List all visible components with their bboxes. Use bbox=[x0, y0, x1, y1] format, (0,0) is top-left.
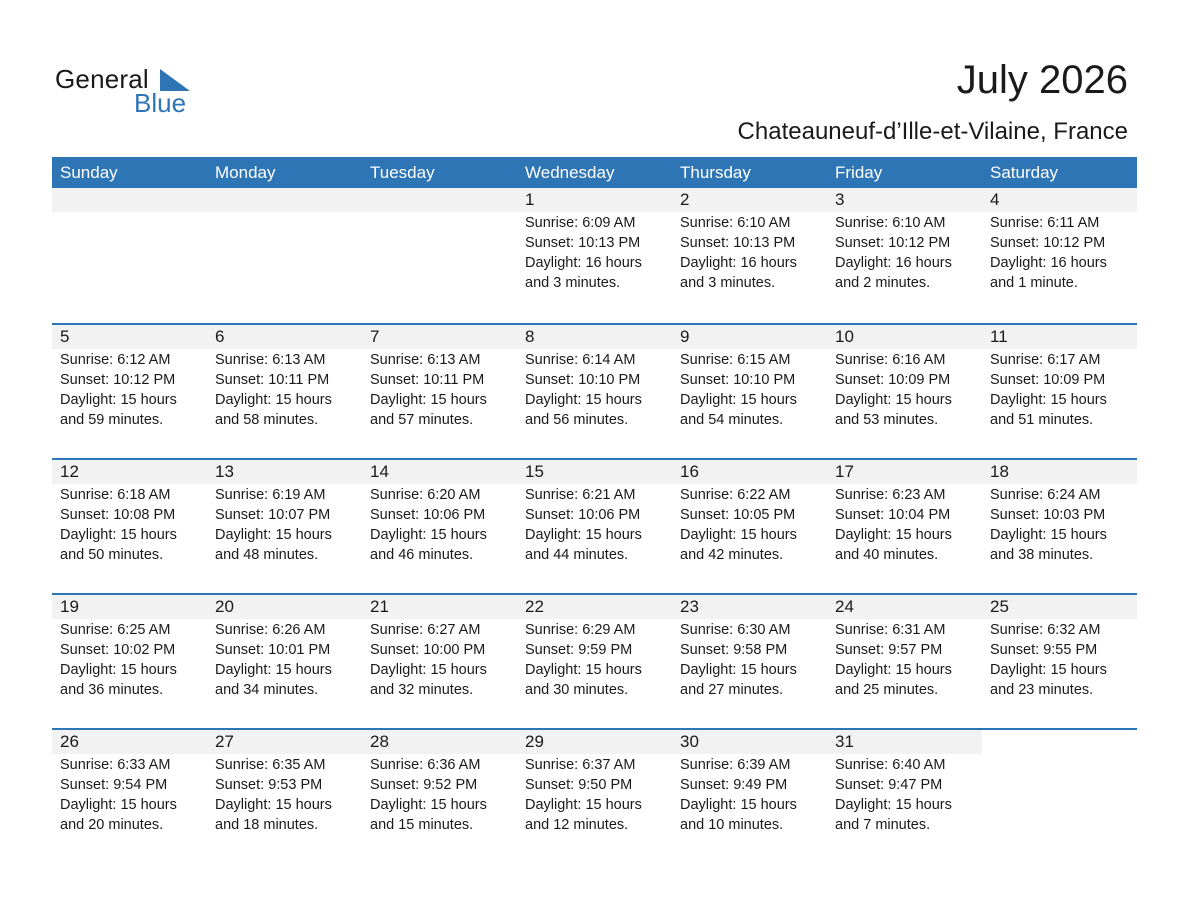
daylight-minutes-text: and 50 minutes. bbox=[60, 547, 164, 563]
day-info bbox=[982, 619, 1137, 700]
calendar bbox=[52, 157, 1137, 863]
day-number: 1 bbox=[517, 188, 672, 212]
day-cell bbox=[52, 730, 207, 863]
day-cell bbox=[672, 460, 827, 593]
calendar-weeks bbox=[52, 188, 1137, 863]
day-number: 14 bbox=[362, 460, 517, 484]
day-info bbox=[982, 484, 1137, 565]
sunset-text: Sunset: 9:59 PM bbox=[525, 642, 633, 658]
weekday-tuesday: Tuesday bbox=[370, 163, 435, 182]
sunset-text: Sunset: 10:13 PM bbox=[525, 235, 641, 251]
day-number: 12 bbox=[52, 460, 207, 484]
day-info bbox=[52, 484, 207, 565]
sunset-text: Sunset: 10:05 PM bbox=[680, 507, 796, 523]
daylight-text: Daylight: 15 hours bbox=[215, 392, 332, 408]
day-number: 24 bbox=[827, 595, 982, 619]
sunset-text: Sunset: 10:03 PM bbox=[990, 507, 1106, 523]
page-title: July 2026 bbox=[956, 58, 1128, 102]
logo-text-blue: Blue bbox=[134, 88, 187, 118]
daylight-minutes-text: and 25 minutes. bbox=[835, 682, 939, 698]
daylight-minutes-text: and 32 minutes. bbox=[370, 682, 474, 698]
daylight-text: Daylight: 15 hours bbox=[370, 392, 487, 408]
daylight-minutes-text: and 36 minutes. bbox=[60, 682, 164, 698]
day-info bbox=[827, 349, 982, 430]
sunrise-text: Sunrise: 6:24 AM bbox=[990, 487, 1101, 503]
daylight-minutes-text: and 53 minutes. bbox=[835, 412, 939, 428]
sunrise-text: Sunrise: 6:12 AM bbox=[60, 352, 171, 368]
daylight-minutes-text: and 46 minutes. bbox=[370, 547, 474, 563]
day-cell bbox=[52, 325, 207, 458]
sunrise-text: Sunrise: 6:11 AM bbox=[990, 215, 1100, 231]
sunset-text: Sunset: 9:58 PM bbox=[680, 642, 788, 658]
daylight-minutes-text: and 34 minutes. bbox=[215, 682, 319, 698]
day-cell bbox=[982, 460, 1137, 593]
day-cell bbox=[672, 730, 827, 863]
weekday-monday: Monday bbox=[215, 163, 276, 182]
daylight-text: Daylight: 15 hours bbox=[990, 527, 1107, 543]
sunset-text: Sunset: 10:13 PM bbox=[680, 235, 796, 251]
day-number: 17 bbox=[827, 460, 982, 484]
day-number: 27 bbox=[207, 730, 362, 754]
weekday-header bbox=[52, 157, 1137, 188]
day-number: 20 bbox=[207, 595, 362, 619]
calendar-week-row bbox=[52, 728, 1137, 863]
day-number: 28 bbox=[362, 730, 517, 754]
daylight-text: Daylight: 15 hours bbox=[60, 392, 177, 408]
daylight-minutes-text: and 3 minutes. bbox=[680, 275, 776, 291]
daylight-text: Daylight: 15 hours bbox=[680, 527, 797, 543]
daylight-minutes-text: and 1 minute. bbox=[990, 275, 1078, 291]
day-number: 18 bbox=[982, 460, 1137, 484]
day-cell bbox=[517, 325, 672, 458]
sunset-text: Sunset: 10:01 PM bbox=[215, 642, 331, 658]
daylight-minutes-text: and 7 minutes. bbox=[835, 817, 931, 833]
sunset-text: Sunset: 9:49 PM bbox=[680, 777, 788, 793]
weekday-wednesday: Wednesday bbox=[525, 163, 615, 182]
day-info bbox=[672, 754, 827, 835]
day-number bbox=[207, 188, 362, 212]
day-number: 23 bbox=[672, 595, 827, 619]
day-number: 19 bbox=[52, 595, 207, 619]
empty-day-cell bbox=[52, 188, 207, 323]
sunset-text: Sunset: 10:10 PM bbox=[525, 372, 641, 388]
day-cell bbox=[517, 460, 672, 593]
day-number: 7 bbox=[362, 325, 517, 349]
daylight-minutes-text: and 58 minutes. bbox=[215, 412, 319, 428]
daylight-minutes-text: and 59 minutes. bbox=[60, 412, 164, 428]
day-number: 5 bbox=[52, 325, 207, 349]
day-cell bbox=[827, 188, 982, 323]
day-cell bbox=[362, 595, 517, 728]
sunset-text: Sunset: 10:00 PM bbox=[370, 642, 486, 658]
daylight-minutes-text: and 20 minutes. bbox=[60, 817, 164, 833]
day-number: 25 bbox=[982, 595, 1137, 619]
day-number: 13 bbox=[207, 460, 362, 484]
day-info bbox=[517, 212, 672, 293]
sunrise-text: Sunrise: 6:23 AM bbox=[835, 487, 946, 503]
day-number: 30 bbox=[672, 730, 827, 754]
sunrise-text: Sunrise: 6:33 AM bbox=[60, 757, 171, 773]
daylight-text: Daylight: 15 hours bbox=[60, 797, 177, 813]
day-number bbox=[52, 188, 207, 212]
day-info bbox=[517, 619, 672, 700]
day-cell bbox=[207, 460, 362, 593]
daylight-minutes-text: and 56 minutes. bbox=[525, 412, 629, 428]
location-subtitle: Chateauneuf-d’Ille-et-Vilaine, France bbox=[737, 118, 1128, 145]
weekday-sunday: Sunday bbox=[60, 163, 118, 182]
sunset-text: Sunset: 9:55 PM bbox=[990, 642, 1098, 658]
day-number bbox=[982, 730, 1137, 754]
day-info bbox=[827, 212, 982, 293]
sunrise-text: Sunrise: 6:26 AM bbox=[215, 622, 326, 638]
sunrise-text: Sunrise: 6:32 AM bbox=[990, 622, 1101, 638]
daylight-text: Daylight: 15 hours bbox=[525, 797, 642, 813]
day-cell bbox=[207, 325, 362, 458]
daylight-minutes-text: and 2 minutes. bbox=[835, 275, 931, 291]
calendar-week-row bbox=[52, 458, 1137, 593]
sunset-text: Sunset: 10:08 PM bbox=[60, 507, 176, 523]
day-info bbox=[827, 619, 982, 700]
sunrise-text: Sunrise: 6:29 AM bbox=[525, 622, 636, 638]
day-cell bbox=[672, 595, 827, 728]
sunrise-text: Sunrise: 6:16 AM bbox=[835, 352, 946, 368]
day-cell bbox=[827, 460, 982, 593]
daylight-text: Daylight: 15 hours bbox=[835, 662, 952, 678]
day-number: 22 bbox=[517, 595, 672, 619]
daylight-text: Daylight: 15 hours bbox=[835, 392, 952, 408]
sunrise-text: Sunrise: 6:39 AM bbox=[680, 757, 791, 773]
day-cell bbox=[982, 188, 1137, 323]
daylight-text: Daylight: 15 hours bbox=[680, 662, 797, 678]
sunrise-text: Sunrise: 6:10 AM bbox=[680, 215, 791, 231]
sunrise-text: Sunrise: 6:25 AM bbox=[60, 622, 171, 638]
day-cell bbox=[52, 460, 207, 593]
empty-day-cell bbox=[982, 730, 1137, 863]
daylight-text: Daylight: 15 hours bbox=[60, 662, 177, 678]
empty-day-cell bbox=[362, 188, 517, 323]
daylight-text: Daylight: 15 hours bbox=[525, 392, 642, 408]
day-info bbox=[362, 754, 517, 835]
calendar-week-row bbox=[52, 323, 1137, 458]
daylight-text: Daylight: 16 hours bbox=[835, 255, 952, 271]
day-cell bbox=[207, 730, 362, 863]
day-info bbox=[207, 619, 362, 700]
daylight-text: Daylight: 16 hours bbox=[525, 255, 642, 271]
day-cell bbox=[52, 595, 207, 728]
day-cell bbox=[517, 730, 672, 863]
daylight-minutes-text: and 38 minutes. bbox=[990, 547, 1094, 563]
day-number: 2 bbox=[672, 188, 827, 212]
daylight-minutes-text: and 18 minutes. bbox=[215, 817, 319, 833]
daylight-minutes-text: and 40 minutes. bbox=[835, 547, 939, 563]
day-cell bbox=[672, 325, 827, 458]
daylight-minutes-text: and 23 minutes. bbox=[990, 682, 1094, 698]
sunrise-text: Sunrise: 6:10 AM bbox=[835, 215, 946, 231]
sunrise-text: Sunrise: 6:09 AM bbox=[525, 215, 636, 231]
daylight-text: Daylight: 16 hours bbox=[990, 255, 1107, 271]
sunrise-text: Sunrise: 6:15 AM bbox=[680, 352, 791, 368]
sunrise-text: Sunrise: 6:17 AM bbox=[990, 352, 1101, 368]
daylight-minutes-text: and 10 minutes. bbox=[680, 817, 784, 833]
day-info bbox=[672, 619, 827, 700]
day-info bbox=[672, 349, 827, 430]
day-number: 11 bbox=[982, 325, 1137, 349]
sunrise-text: Sunrise: 6:40 AM bbox=[835, 757, 946, 773]
day-info bbox=[517, 484, 672, 565]
sunset-text: Sunset: 9:57 PM bbox=[835, 642, 943, 658]
daylight-text: Daylight: 15 hours bbox=[370, 527, 487, 543]
day-cell bbox=[517, 188, 672, 323]
day-info bbox=[982, 349, 1137, 430]
daylight-text: Daylight: 15 hours bbox=[215, 527, 332, 543]
day-number: 21 bbox=[362, 595, 517, 619]
daylight-text: Daylight: 15 hours bbox=[680, 797, 797, 813]
day-info bbox=[672, 484, 827, 565]
daylight-minutes-text: and 42 minutes. bbox=[680, 547, 784, 563]
sunrise-text: Sunrise: 6:14 AM bbox=[525, 352, 636, 368]
sunset-text: Sunset: 10:09 PM bbox=[835, 372, 951, 388]
day-info bbox=[517, 349, 672, 430]
daylight-text: Daylight: 15 hours bbox=[525, 527, 642, 543]
sunrise-text: Sunrise: 6:21 AM bbox=[525, 487, 636, 503]
day-info bbox=[827, 754, 982, 835]
day-info bbox=[207, 754, 362, 835]
day-number: 31 bbox=[827, 730, 982, 754]
sunrise-text: Sunrise: 6:20 AM bbox=[370, 487, 481, 503]
sunrise-text: Sunrise: 6:18 AM bbox=[60, 487, 171, 503]
day-cell bbox=[362, 460, 517, 593]
day-info bbox=[672, 212, 827, 293]
day-info bbox=[207, 484, 362, 565]
sunrise-text: Sunrise: 6:36 AM bbox=[370, 757, 481, 773]
day-number: 8 bbox=[517, 325, 672, 349]
daylight-minutes-text: and 48 minutes. bbox=[215, 547, 319, 563]
daylight-text: Daylight: 15 hours bbox=[215, 662, 332, 678]
sunrise-text: Sunrise: 6:22 AM bbox=[680, 487, 791, 503]
day-cell bbox=[362, 730, 517, 863]
logo-text-general: General bbox=[55, 64, 149, 94]
empty-day-cell bbox=[207, 188, 362, 323]
sunset-text: Sunset: 10:11 PM bbox=[215, 372, 330, 388]
sunset-text: Sunset: 10:04 PM bbox=[835, 507, 951, 523]
day-number: 16 bbox=[672, 460, 827, 484]
sunset-text: Sunset: 10:06 PM bbox=[370, 507, 486, 523]
day-cell bbox=[827, 730, 982, 863]
daylight-text: Daylight: 15 hours bbox=[60, 527, 177, 543]
daylight-minutes-text: and 44 minutes. bbox=[525, 547, 629, 563]
sunset-text: Sunset: 10:12 PM bbox=[60, 372, 176, 388]
day-info bbox=[52, 349, 207, 430]
sunrise-text: Sunrise: 6:37 AM bbox=[525, 757, 636, 773]
day-number: 26 bbox=[52, 730, 207, 754]
day-cell bbox=[827, 595, 982, 728]
sunset-text: Sunset: 9:53 PM bbox=[215, 777, 323, 793]
sunset-text: Sunset: 10:02 PM bbox=[60, 642, 176, 658]
day-info bbox=[982, 212, 1137, 293]
day-number: 29 bbox=[517, 730, 672, 754]
daylight-text: Daylight: 15 hours bbox=[370, 797, 487, 813]
daylight-text: Daylight: 15 hours bbox=[680, 392, 797, 408]
daylight-text: Daylight: 15 hours bbox=[370, 662, 487, 678]
sunset-text: Sunset: 10:12 PM bbox=[835, 235, 951, 251]
day-info bbox=[362, 484, 517, 565]
day-info bbox=[207, 349, 362, 430]
daylight-minutes-text: and 54 minutes. bbox=[680, 412, 784, 428]
logo bbox=[55, 64, 195, 120]
sunset-text: Sunset: 9:47 PM bbox=[835, 777, 943, 793]
weekday-saturday: Saturday bbox=[990, 163, 1059, 182]
day-cell bbox=[982, 325, 1137, 458]
daylight-minutes-text: and 27 minutes. bbox=[680, 682, 784, 698]
day-info bbox=[827, 484, 982, 565]
day-number: 6 bbox=[207, 325, 362, 349]
day-number: 3 bbox=[827, 188, 982, 212]
sunset-text: Sunset: 9:50 PM bbox=[525, 777, 633, 793]
day-number: 15 bbox=[517, 460, 672, 484]
daylight-text: Daylight: 15 hours bbox=[990, 662, 1107, 678]
day-number: 10 bbox=[827, 325, 982, 349]
day-number: 9 bbox=[672, 325, 827, 349]
daylight-minutes-text: and 3 minutes. bbox=[525, 275, 621, 291]
daylight-minutes-text: and 51 minutes. bbox=[990, 412, 1094, 428]
calendar-week-row bbox=[52, 593, 1137, 728]
day-cell bbox=[362, 325, 517, 458]
weekday-thursday: Thursday bbox=[680, 163, 751, 182]
day-cell bbox=[827, 325, 982, 458]
day-number: 4 bbox=[982, 188, 1137, 212]
sunset-text: Sunset: 10:12 PM bbox=[990, 235, 1106, 251]
day-info bbox=[362, 619, 517, 700]
day-cell bbox=[672, 188, 827, 323]
daylight-text: Daylight: 15 hours bbox=[525, 662, 642, 678]
day-number bbox=[362, 188, 517, 212]
sunset-text: Sunset: 10:07 PM bbox=[215, 507, 331, 523]
daylight-text: Daylight: 16 hours bbox=[680, 255, 797, 271]
day-info bbox=[52, 619, 207, 700]
sunrise-text: Sunrise: 6:13 AM bbox=[215, 352, 326, 368]
daylight-text: Daylight: 15 hours bbox=[990, 392, 1107, 408]
sunset-text: Sunset: 10:10 PM bbox=[680, 372, 796, 388]
sunrise-text: Sunrise: 6:35 AM bbox=[215, 757, 326, 773]
calendar-week-row bbox=[52, 188, 1137, 323]
sunset-text: Sunset: 10:11 PM bbox=[370, 372, 485, 388]
daylight-text: Daylight: 15 hours bbox=[835, 527, 952, 543]
daylight-text: Daylight: 15 hours bbox=[215, 797, 332, 813]
day-cell bbox=[207, 595, 362, 728]
sunset-text: Sunset: 10:09 PM bbox=[990, 372, 1106, 388]
sunset-text: Sunset: 9:52 PM bbox=[370, 777, 478, 793]
sunrise-text: Sunrise: 6:27 AM bbox=[370, 622, 481, 638]
sunset-text: Sunset: 10:06 PM bbox=[525, 507, 641, 523]
sunrise-text: Sunrise: 6:31 AM bbox=[835, 622, 946, 638]
daylight-minutes-text: and 30 minutes. bbox=[525, 682, 629, 698]
day-cell bbox=[517, 595, 672, 728]
sunrise-text: Sunrise: 6:19 AM bbox=[215, 487, 326, 503]
day-cell bbox=[982, 595, 1137, 728]
day-info bbox=[517, 754, 672, 835]
day-info bbox=[362, 349, 517, 430]
weekday-friday: Friday bbox=[835, 163, 883, 182]
sunrise-text: Sunrise: 6:30 AM bbox=[680, 622, 791, 638]
sunrise-text: Sunrise: 6:13 AM bbox=[370, 352, 481, 368]
daylight-minutes-text: and 57 minutes. bbox=[370, 412, 474, 428]
daylight-minutes-text: and 12 minutes. bbox=[525, 817, 629, 833]
daylight-minutes-text: and 15 minutes. bbox=[370, 817, 474, 833]
sunset-text: Sunset: 9:54 PM bbox=[60, 777, 168, 793]
daylight-text: Daylight: 15 hours bbox=[835, 797, 952, 813]
day-info bbox=[52, 754, 207, 835]
